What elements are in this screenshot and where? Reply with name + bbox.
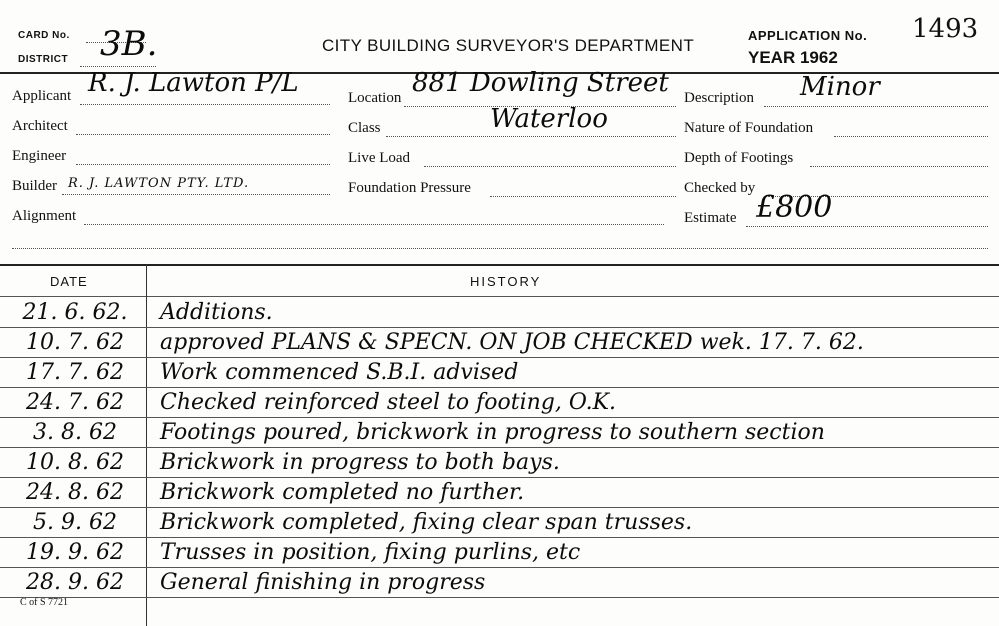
description-value: Minor	[800, 72, 880, 102]
history-date: 21. 6. 62.	[22, 300, 128, 325]
live-load-line	[424, 166, 676, 167]
year-label: YEAR 1962	[748, 48, 838, 67]
history-date: 10. 7. 62	[26, 330, 124, 355]
history-entry: approved PLANS & SPECN. ON JOB CHECKED wek. 17. 7. 62.	[160, 330, 864, 355]
history-row-line	[0, 327, 999, 328]
nature-line	[834, 136, 988, 137]
location-value-2: Waterloo	[490, 104, 608, 134]
application-number: 1493	[912, 14, 979, 44]
history-entry: Brickwork completed, fixing clear span trusses.	[160, 510, 693, 535]
history-date: 24. 7. 62	[26, 390, 124, 415]
history-top-rule	[0, 264, 999, 266]
history-date: 3. 8. 62	[33, 420, 117, 445]
location-label: Location	[348, 90, 402, 106]
foundation-pressure-label: Foundation Pressure	[348, 180, 471, 196]
architect-line	[76, 134, 330, 135]
alignment-label: Alignment	[12, 208, 77, 224]
history-row-line	[0, 507, 999, 508]
applicant-value: R. J. Lawton P/L	[88, 68, 299, 98]
history-date: 19. 9. 62	[26, 540, 124, 565]
history-date: 10. 8. 62	[26, 450, 124, 475]
description-line	[764, 106, 988, 107]
history-row-line	[0, 387, 999, 388]
alignment-line-2	[12, 248, 988, 249]
card-no-label: CARD No.	[18, 30, 70, 41]
location-value: 881 Dowling Street	[412, 68, 669, 98]
history-header-rule	[0, 296, 999, 297]
history-row-line	[0, 567, 999, 568]
estimate-label: Estimate	[684, 210, 737, 226]
alignment-line	[84, 224, 664, 225]
foundation-pressure-line	[490, 196, 676, 197]
engineer-label: Engineer	[12, 148, 67, 164]
live-load-label: Live Load	[348, 150, 411, 166]
district-line	[80, 66, 156, 67]
history-entry: Checked reinforced steel to footing, O.K.	[160, 390, 617, 415]
class-label: Class	[348, 120, 381, 136]
district-value: 3B.	[100, 24, 158, 64]
history-date: 5. 9. 62	[33, 510, 117, 535]
district-label: DISTRICT	[18, 54, 69, 65]
history-entry: Additions.	[160, 300, 273, 325]
checked-by-label: Checked by	[684, 180, 756, 196]
date-header: DATE	[50, 274, 88, 289]
engineer-line	[76, 164, 330, 165]
history-header: HISTORY	[470, 274, 542, 289]
history-entry: Footings poured, brickwork in progress to southern section	[160, 420, 825, 445]
history-row-line	[0, 357, 999, 358]
history-date: 24. 8. 62	[26, 480, 124, 505]
builder-line	[62, 194, 330, 195]
builder-value: R. J. LAWTON PTY. LTD.	[68, 176, 250, 191]
applicant-line	[80, 104, 330, 105]
history-row-line	[0, 537, 999, 538]
depth-of-footings-label: Depth of Footings	[684, 150, 794, 166]
description-label: Description	[684, 90, 754, 106]
history-row-line	[0, 477, 999, 478]
history-row-line	[0, 597, 999, 598]
history-entry: General finishing in progress	[160, 570, 486, 595]
history-entry: Trusses in position, fixing purlins, etc	[160, 540, 581, 565]
application-label: APPLICATION No.	[748, 28, 868, 43]
class-line	[386, 136, 676, 137]
depth-line	[810, 166, 988, 167]
department-title: CITY BUILDING SURVEYOR'S DEPARTMENT	[322, 36, 695, 55]
applicant-label: Applicant	[12, 88, 72, 104]
history-date: 28. 9. 62	[26, 570, 124, 595]
history-row-line	[0, 417, 999, 418]
form-code: C of S 7721	[20, 597, 69, 608]
builder-label: Builder	[12, 178, 57, 194]
history-entry: Brickwork in progress to both bays.	[160, 450, 560, 475]
nature-of-foundation-label: Nature of Foundation	[684, 120, 814, 136]
estimate-line	[746, 226, 988, 227]
history-row-line	[0, 447, 999, 448]
history-date: 17. 7. 62	[26, 360, 124, 385]
history-entry: Work commenced S.B.I. advised	[160, 360, 519, 385]
architect-label: Architect	[12, 118, 68, 134]
estimate-value: £800	[756, 190, 833, 225]
history-entry: Brickwork completed no further.	[160, 480, 525, 505]
